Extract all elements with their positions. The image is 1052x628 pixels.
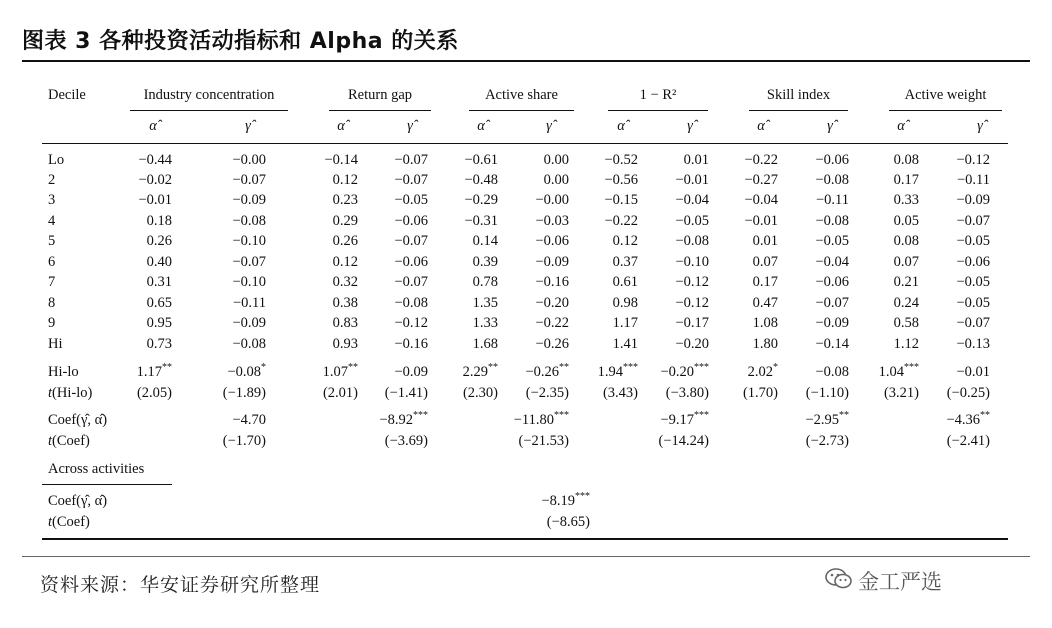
table-cell: 0.73 — [146, 336, 172, 352]
table-cell: 0.61 — [612, 274, 638, 290]
alpha-hat-header: α̂ — [337, 118, 345, 134]
table-cell: −0.16 — [535, 274, 569, 290]
row-label: 2 — [48, 172, 56, 188]
table-cell: −0.10 — [232, 274, 266, 290]
t-coef-cell: (−2.41) — [946, 433, 990, 449]
table-cell: −0.04 — [675, 192, 709, 208]
group-underline — [329, 110, 431, 111]
table-cell: −0.08 — [815, 172, 849, 188]
table-cell: 0.12 — [332, 172, 358, 188]
t-hilo-cell: (2.01) — [322, 385, 358, 401]
hilo-cell: 2.29** — [462, 362, 498, 380]
table-cell: −0.31 — [464, 213, 498, 229]
table-cell: −0.04 — [815, 254, 849, 270]
table-cell: −0.06 — [394, 254, 428, 270]
table-cell: 0.12 — [332, 254, 358, 270]
table-cell: 0.24 — [893, 295, 919, 311]
hilo-cell: −0.08* — [227, 362, 266, 380]
table-cell: −0.20 — [535, 295, 569, 311]
coef-cell: −2.95** — [805, 410, 849, 428]
table-cell: 0.98 — [612, 295, 638, 311]
table-cell: −0.00 — [535, 192, 569, 208]
table-cell: −0.05 — [956, 274, 990, 290]
alpha-hat-header: α̂ — [897, 118, 905, 134]
gamma-hat-header: γ̂ — [827, 118, 833, 134]
table-cell: −0.07 — [815, 295, 849, 311]
t-hilo-cell: (3.21) — [883, 385, 919, 401]
group-underline — [749, 110, 848, 111]
table-cell: −0.07 — [232, 254, 266, 270]
row-label: Hi — [48, 336, 63, 352]
table-cell: −0.04 — [744, 192, 778, 208]
t-coef-cell: (−14.24) — [658, 433, 709, 449]
table-cell: 0.14 — [472, 233, 498, 249]
table-cell: −0.44 — [138, 152, 172, 168]
table-cell: −0.10 — [232, 233, 266, 249]
table-cell: 1.68 — [472, 336, 498, 352]
table-cell: −0.06 — [815, 274, 849, 290]
gamma-hat-header: γ̂ — [977, 118, 983, 134]
table-cell: −0.08 — [815, 213, 849, 229]
table-cell: 0.07 — [893, 254, 919, 270]
table-cell: −0.08 — [675, 233, 709, 249]
coef-cell: −4.36** — [946, 410, 990, 428]
table-cell: −0.22 — [535, 315, 569, 331]
table-cell: 0.05 — [893, 213, 919, 229]
t-coef-cell: (−3.69) — [384, 433, 428, 449]
t-coef-cell: (−2.73) — [805, 433, 849, 449]
gamma-hat-header: γ̂ — [687, 118, 693, 134]
row-label: Lo — [48, 152, 65, 168]
table-cell: 0.47 — [752, 295, 778, 311]
table-cell: 0.38 — [332, 295, 358, 311]
title-rule — [22, 60, 1030, 62]
row-label: 8 — [48, 295, 56, 311]
table-cell: 0.33 — [893, 192, 919, 208]
table-cell: 1.35 — [472, 295, 498, 311]
t-hilo-cell: (1.70) — [742, 385, 778, 401]
table-cell: 0.95 — [146, 315, 172, 331]
table-cell: 0.26 — [146, 233, 172, 249]
table-cell: −0.05 — [956, 233, 990, 249]
figure-title: 图表 3 各种投资活动指标和 Alpha 的关系 — [22, 29, 459, 54]
table-cell: −0.07 — [394, 152, 428, 168]
table-cell: 0.26 — [332, 233, 358, 249]
table-cell: −0.08 — [232, 336, 266, 352]
wechat-icon — [824, 566, 854, 592]
table-cell: 0.01 — [752, 233, 778, 249]
table-cell: −0.05 — [956, 295, 990, 311]
table-cell: 0.08 — [893, 233, 919, 249]
table-cell: −0.03 — [535, 213, 569, 229]
table-cell: −0.05 — [815, 233, 849, 249]
hilo-cell: 2.02* — [747, 362, 778, 380]
across-heading: Across activities — [48, 461, 145, 477]
table-cell: −0.12 — [675, 274, 709, 290]
t-hilo-cell: (−3.80) — [665, 385, 709, 401]
coef-label: Coef(γ̂, α̂) — [48, 412, 108, 428]
table-cell: 0.07 — [752, 254, 778, 270]
row-label: 7 — [48, 274, 56, 290]
table-cell: −0.06 — [394, 213, 428, 229]
table-cell: 0.31 — [146, 274, 172, 290]
table-cell: −0.09 — [956, 192, 990, 208]
table-cell: −0.10 — [675, 254, 709, 270]
header-rule — [42, 143, 1008, 144]
hilo-cell: 1.04*** — [878, 362, 919, 380]
table-cell: −0.14 — [815, 336, 849, 352]
row-label: 9 — [48, 315, 56, 331]
table-cell: −0.48 — [464, 172, 498, 188]
group-underline — [130, 110, 288, 111]
table-cell: −0.29 — [464, 192, 498, 208]
table-cell: −0.11 — [232, 295, 266, 311]
table-cell: 1.17 — [612, 315, 638, 331]
hilo-label: Hi-lo — [48, 364, 79, 380]
table-cell: 1.08 — [752, 315, 778, 331]
table-cell: −0.07 — [394, 274, 428, 290]
table-cell: −0.11 — [956, 172, 990, 188]
table-cell: −0.12 — [956, 152, 990, 168]
table-cell: 1.33 — [472, 315, 498, 331]
table-cell: 0.40 — [146, 254, 172, 270]
table-cell: −0.27 — [744, 172, 778, 188]
table-cell: −0.01 — [675, 172, 709, 188]
table-cell: 1.41 — [612, 336, 638, 352]
table-cell: −0.06 — [956, 254, 990, 270]
table-cell: −0.11 — [815, 192, 849, 208]
table-cell: −0.12 — [675, 295, 709, 311]
table-cell: −0.14 — [324, 152, 358, 168]
gamma-hat-header: γ̂ — [546, 118, 552, 134]
alpha-hat-header: α̂ — [617, 118, 625, 134]
table-cell: −0.01 — [138, 192, 172, 208]
row-label: 5 — [48, 233, 56, 249]
t-hilo-cell: (2.30) — [462, 385, 498, 401]
table-cell: −0.22 — [604, 213, 638, 229]
table-cell: 0.01 — [683, 152, 709, 168]
t-hilo-cell: (−1.41) — [384, 385, 428, 401]
across-underline — [42, 484, 172, 485]
t-hilo-cell: (−1.10) — [805, 385, 849, 401]
t-hilo-cell: (−0.25) — [946, 385, 990, 401]
table-cell: −0.56 — [604, 172, 638, 188]
group-underline — [469, 110, 574, 111]
table-cell: 0.78 — [472, 274, 498, 290]
table-cell: 0.21 — [893, 274, 919, 290]
table-cell: −0.07 — [232, 172, 266, 188]
footer-rule — [22, 556, 1030, 557]
table-cell: −0.26 — [535, 336, 569, 352]
across-t-value: (−8.65) — [546, 514, 590, 530]
table-cell: −0.16 — [394, 336, 428, 352]
coef-cell: −11.80*** — [513, 410, 569, 428]
t-hilo-cell: (−2.35) — [525, 385, 569, 401]
across-t-label: t(Coef) — [48, 514, 90, 530]
t-hilo-cell: (−1.89) — [222, 385, 266, 401]
across-coef-label: Coef(γ̂, α̂) — [48, 493, 108, 509]
hilo-cell: −0.01 — [956, 364, 990, 380]
group-header: Return gap — [347, 87, 413, 103]
table-cell: 0.17 — [893, 172, 919, 188]
table-cell: −0.15 — [604, 192, 638, 208]
table-cell: 0.00 — [543, 172, 569, 188]
table-cell: 0.23 — [332, 192, 358, 208]
coef-cell: −4.70 — [232, 412, 266, 428]
table-cell: −0.06 — [815, 152, 849, 168]
table-cell: −0.07 — [956, 213, 990, 229]
t-hilo-cell: (3.43) — [602, 385, 638, 401]
row-label: 3 — [48, 192, 56, 208]
table-cell: −0.06 — [535, 233, 569, 249]
decile-header: Decile — [48, 87, 86, 103]
table-cell: −0.20 — [675, 336, 709, 352]
coef-cell: −8.92*** — [379, 410, 428, 428]
table-cell: −0.09 — [815, 315, 849, 331]
table-cell: 0.12 — [612, 233, 638, 249]
table-cell: −0.52 — [604, 152, 638, 168]
group-header: Industry concentration — [143, 87, 275, 103]
table-cell: −0.07 — [394, 172, 428, 188]
table-cell: −0.01 — [744, 213, 778, 229]
table-cell: 0.32 — [332, 274, 358, 290]
group-header: 1 − R² — [639, 87, 677, 103]
table-cell: 0.39 — [472, 254, 498, 270]
table-cell: −0.17 — [675, 315, 709, 331]
hilo-cell: 1.07** — [322, 362, 358, 380]
table-cell: 0.83 — [332, 315, 358, 331]
table-cell: −0.07 — [394, 233, 428, 249]
hilo-cell: −0.09 — [394, 364, 428, 380]
table-cell: −0.09 — [535, 254, 569, 270]
table-cell: −0.08 — [232, 213, 266, 229]
table-cell: 0.08 — [893, 152, 919, 168]
across-coef-value: −8.19*** — [541, 491, 590, 509]
alpha-hat-header: α̂ — [477, 118, 485, 134]
gamma-hat-header: γ̂ — [245, 118, 251, 134]
group-header: Active weight — [904, 87, 987, 103]
table-cell: −0.09 — [232, 315, 266, 331]
group-underline — [889, 110, 1002, 111]
watermark-text: 金工严选 — [858, 570, 942, 594]
group-header: Active share — [485, 87, 558, 103]
table-cell: −0.02 — [138, 172, 172, 188]
table-cell: 1.12 — [893, 336, 919, 352]
t-hilo-label: t(Hi-lo) — [48, 385, 93, 401]
alpha-hat-header: α̂ — [149, 118, 157, 134]
table-cell: −0.09 — [232, 192, 266, 208]
table-cell: 1.80 — [752, 336, 778, 352]
table-cell: −0.12 — [394, 315, 428, 331]
table-cell: −0.08 — [394, 295, 428, 311]
t-coef-cell: (−21.53) — [518, 433, 569, 449]
table-cell: −0.07 — [956, 315, 990, 331]
source-note: 资料来源：华安证券研究所整理 — [40, 574, 321, 596]
hilo-cell: 1.94*** — [597, 362, 638, 380]
alpha-hat-header: α̂ — [757, 118, 765, 134]
table-cell: −0.61 — [464, 152, 498, 168]
hilo-cell: 1.17** — [136, 362, 172, 380]
t-hilo-cell: (2.05) — [136, 385, 172, 401]
hilo-cell: −0.08 — [815, 364, 849, 380]
hilo-cell: −0.26** — [525, 362, 569, 380]
table-cell: 0.93 — [332, 336, 358, 352]
row-label: 4 — [48, 213, 56, 229]
coef-cell: −9.17*** — [660, 410, 709, 428]
t-coef-cell: (−1.70) — [222, 433, 266, 449]
table-cell: 0.17 — [752, 274, 778, 290]
table-cell: 0.65 — [146, 295, 172, 311]
t-coef-label: t(Coef) — [48, 433, 90, 449]
hilo-cell: −0.20*** — [660, 362, 709, 380]
table-cell: 0.18 — [146, 213, 172, 229]
table-cell: −0.13 — [956, 336, 990, 352]
table-cell: −0.05 — [394, 192, 428, 208]
table-cell: −0.22 — [744, 152, 778, 168]
table-cell: 0.58 — [893, 315, 919, 331]
table-cell: 0.00 — [543, 152, 569, 168]
table-cell: −0.00 — [232, 152, 266, 168]
table-cell: 0.37 — [612, 254, 638, 270]
table-cell: −0.05 — [675, 213, 709, 229]
gamma-hat-header: γ̂ — [407, 118, 413, 134]
group-header: Skill index — [766, 87, 831, 103]
table-cell: 0.29 — [332, 213, 358, 229]
table-bottom-rule — [42, 538, 1008, 540]
group-underline — [608, 110, 708, 111]
row-label: 6 — [48, 254, 56, 270]
